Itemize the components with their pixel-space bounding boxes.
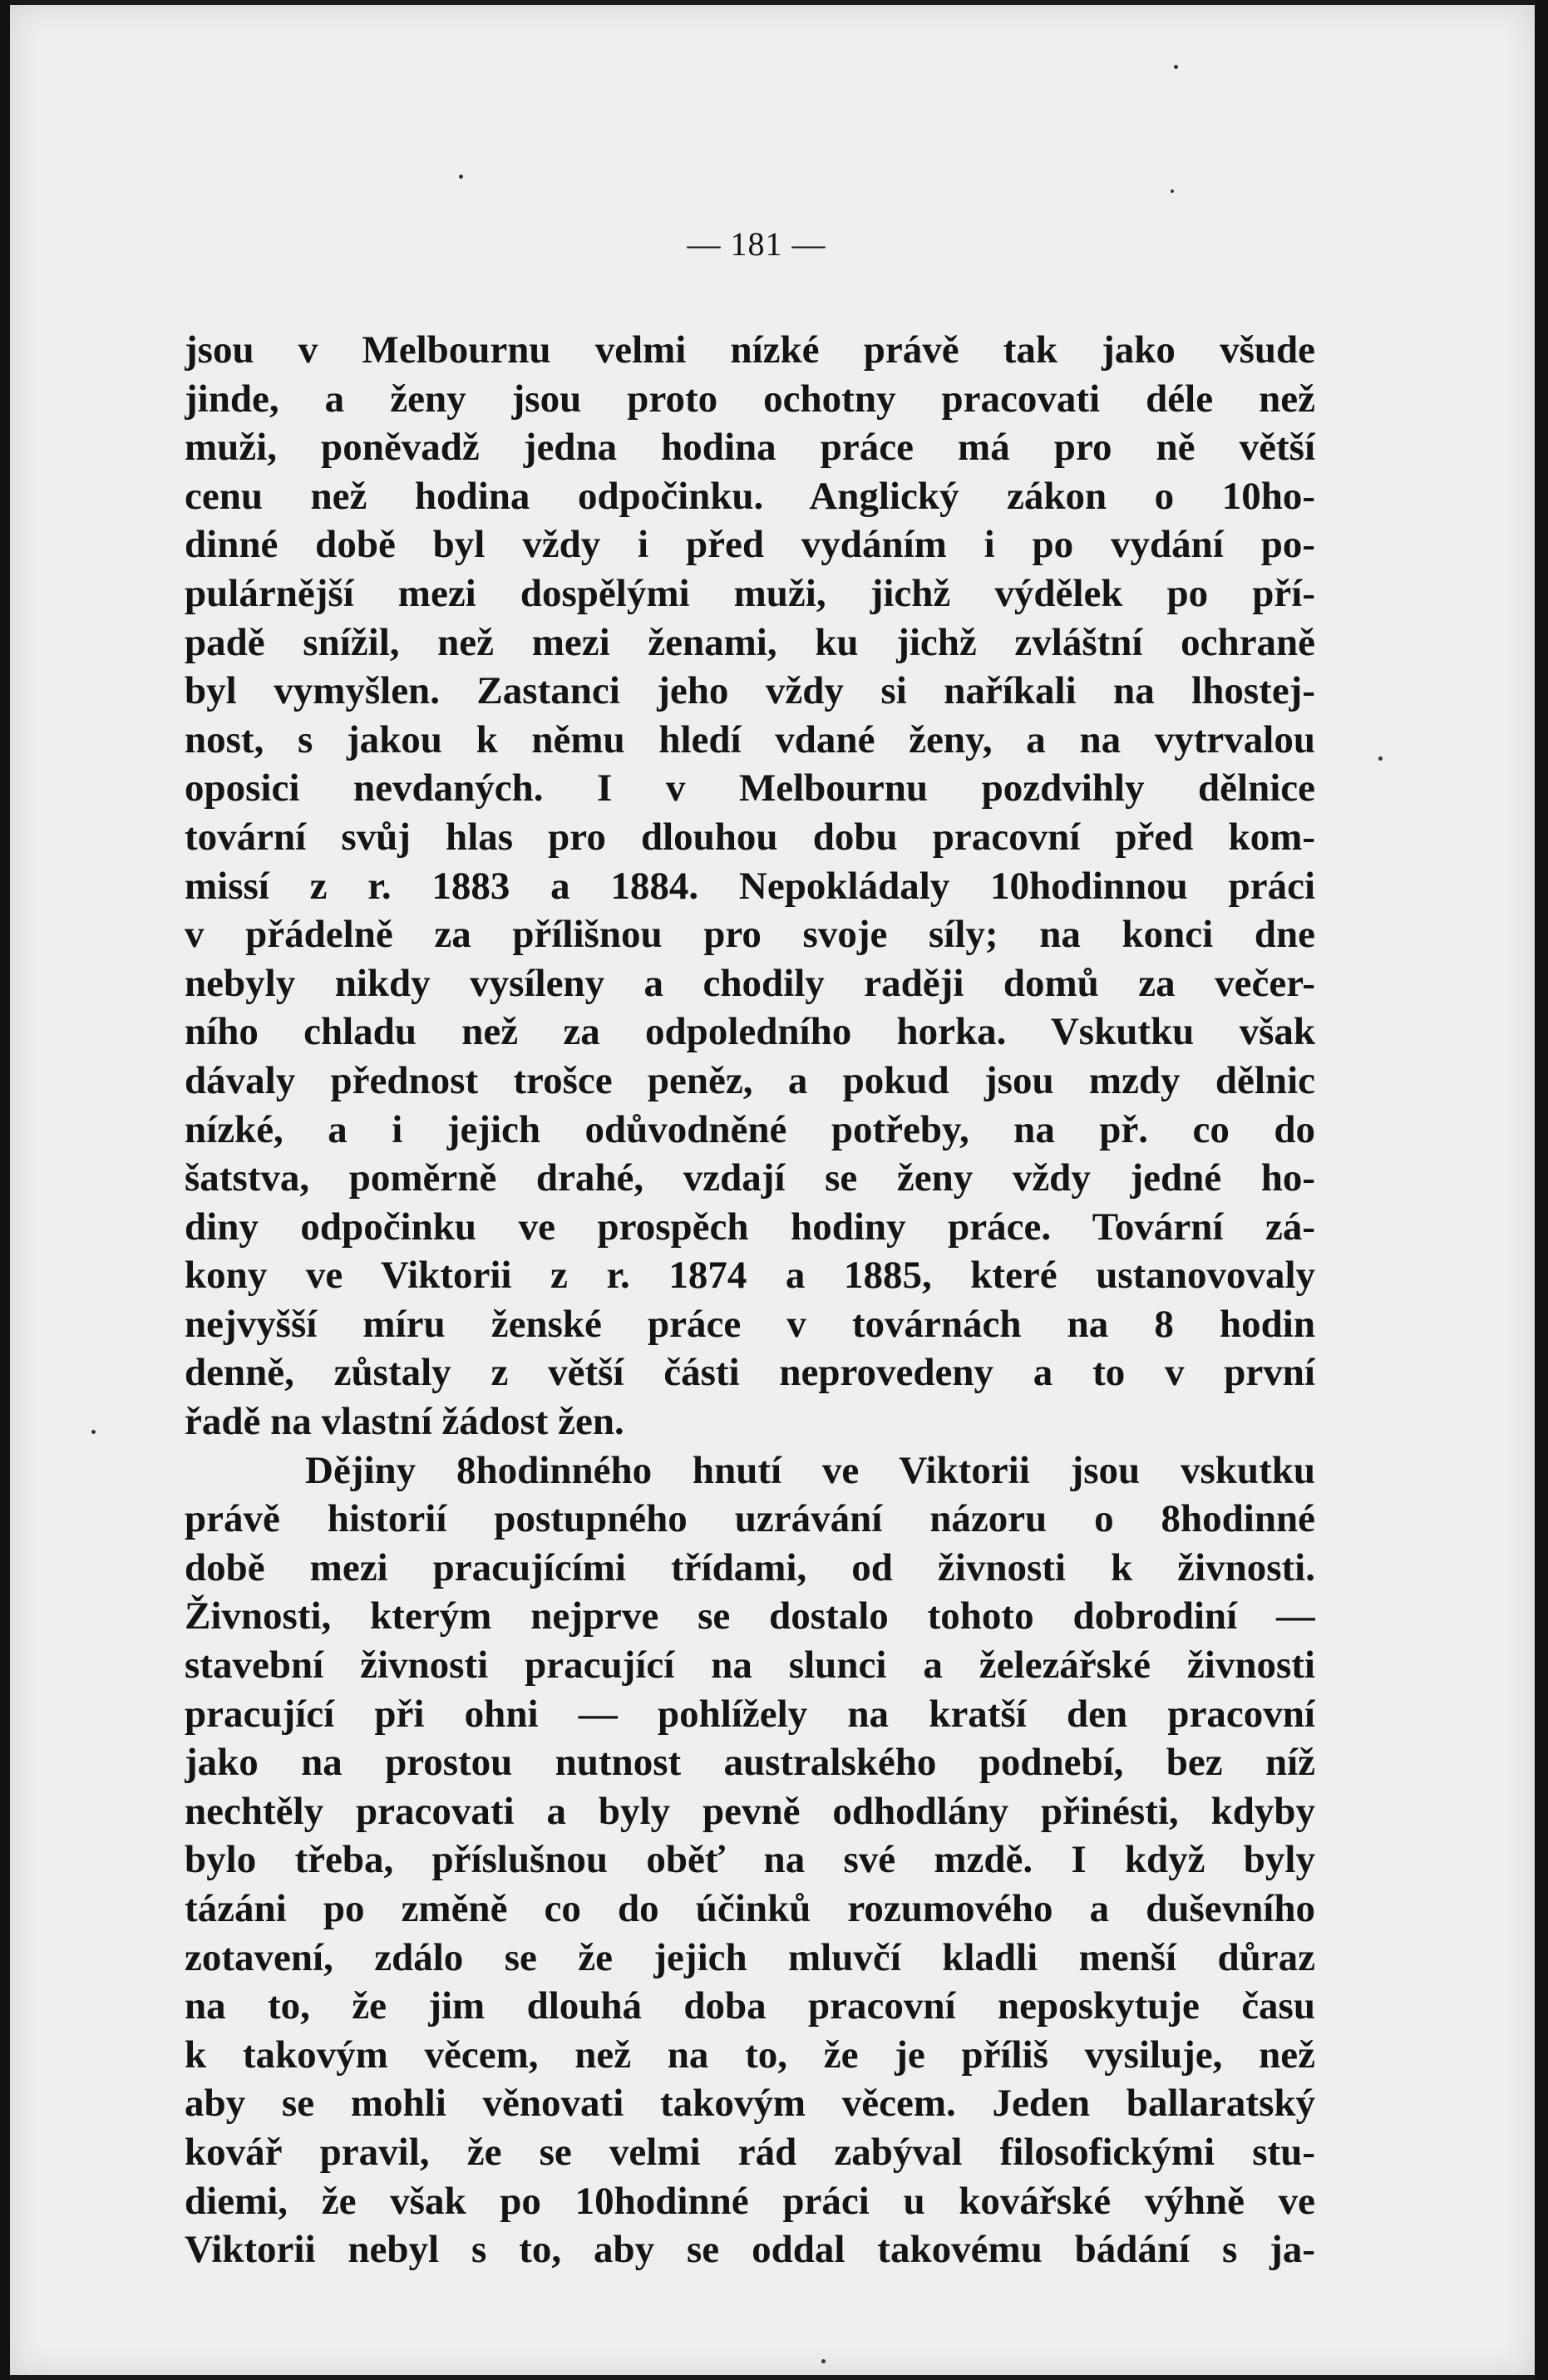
speck	[1174, 65, 1178, 69]
text-line: na to, že jim dlouhá doba pracovní neposkytuje času	[185, 1984, 1315, 2028]
text-line: nebyly nikdy vysíleny a chodily raději domů za večer-	[185, 961, 1315, 1005]
text-line: diny odpočinku ve prospěch hodiny práce. Tovární zá-	[185, 1205, 1315, 1249]
text-line: pulárnější mezi dospělými muži, jichž výdělek po pří-	[185, 571, 1315, 615]
text-line: aby se mohli věnovati takovým věcem. Jeden ballaratský	[185, 2082, 1315, 2126]
text-line: jsou v Melbournu velmi nízké právě tak jako všude	[185, 328, 1315, 372]
text-line: dinné době byl vždy i před vydáním i po vydání po-	[185, 523, 1315, 567]
text-line: cenu než hodina odpočinku. Anglický zákon o 10ho-	[185, 474, 1315, 518]
speck	[1171, 190, 1174, 193]
text-line: jako na prostou nutnost australského podnebí, bez níž	[185, 1741, 1315, 1785]
text-line: době mezi pracujícími třídami, od živnosti k živnosti.	[185, 1545, 1315, 1589]
text-line: Dějiny 8hodinného hnutí ve Viktorii jsou vskutku	[305, 1448, 1315, 1492]
text-line: kony ve Viktorii z r. 1874 a 1885, které ustanovovaly	[185, 1254, 1315, 1298]
body-text	[185, 326, 1315, 2274]
speck	[821, 2359, 826, 2363]
text-line: nejvyšší míru ženské práce v továrnách na 8 hodin	[185, 1302, 1315, 1346]
text-line: šatstva, poměrně drahé, vzdají se ženy vždy jedné ho-	[185, 1156, 1315, 1200]
text-line: byl vymyšlen. Zastanci jeho vždy si naříkali na lhostej-	[185, 669, 1315, 713]
text-line: ního chladu než za odpoledního horka. Vskutku však	[185, 1010, 1315, 1054]
text-line: muži, poněvadž jedna hodina práce má pro ně větší	[185, 426, 1315, 470]
text-line: nechtěly pracovati a byly pevně odhodlány přinésti, kdyby	[185, 1789, 1315, 1833]
text-line: bylo třeba, příslušnou oběť na své mzdě. I když byly	[185, 1838, 1315, 1882]
text-line: právě historií postupného uzrávání názoru o 8hodinné	[185, 1497, 1315, 1541]
scan-edge-left	[0, 0, 10, 2380]
text-line: stavební živnosti pracující na slunci a železářské živnosti	[185, 1643, 1315, 1688]
text-line: řadě na vlastní žádost žen.	[185, 1400, 624, 1444]
scan-edge-right	[1535, 0, 1548, 2380]
text-line: oposici nevdaných. I v Melbournu pozdvihly dělnice	[185, 766, 1315, 811]
text-line: denně, zůstaly z větší části neprovedeny a to v první	[185, 1351, 1315, 1395]
text-line: v přádelně za přílišnou pro svoje síly; na konci dne	[185, 913, 1315, 957]
text-line: diemi, že však po 10hodinné práci u kovářské výhně ve	[185, 2179, 1315, 2223]
text-line: dávaly přednost trošce peněz, a pokud jsou mzdy dělnic	[185, 1058, 1315, 1102]
speck	[459, 175, 463, 179]
text-line: nízké, a i jejich odůvodněné potřeby, na př. co do	[185, 1107, 1315, 1151]
page-number: — 181 —	[687, 225, 826, 263]
speck	[91, 1430, 96, 1434]
speck	[1378, 756, 1383, 761]
text-line: tovární svůj hlas pro dlouhou dobu pracovní před kom-	[185, 815, 1315, 859]
text-line: nost, s jakou k němu hledí vdané ženy, a na vytrvalou	[185, 717, 1315, 761]
text-line: kovář pravil, že se velmi rád zabýval filosofickými stu-	[185, 2130, 1315, 2174]
text-line: zotavení, zdálo se že jejich mluvčí kladli menší důraz	[185, 1935, 1315, 1979]
text-line: Živnosti, kterým nejprve se dostalo tohoto dobrodiní —	[185, 1594, 1315, 1638]
text-line: pracující při ohni — pohlížely na kratší den pracovní	[185, 1692, 1315, 1736]
text-line: padě snížil, než mezi ženami, ku jichž zvláštní ochraně	[185, 620, 1315, 664]
text-line: jinde, a ženy jsou proto ochotny pracovati déle než	[185, 377, 1315, 421]
text-line: tázáni po změně co do účinků rozumového a duševního	[185, 1887, 1315, 1930]
text-line: k takovým věcem, než na to, že je příliš vysiluje, než	[185, 2033, 1315, 2077]
text-line: Viktorii nebyl s to, aby se oddal takovému bádání s ja-	[185, 2228, 1315, 2272]
text-line: missí z r. 1883 a 1884. Nepokládaly 10hodinnou práci	[185, 864, 1315, 908]
